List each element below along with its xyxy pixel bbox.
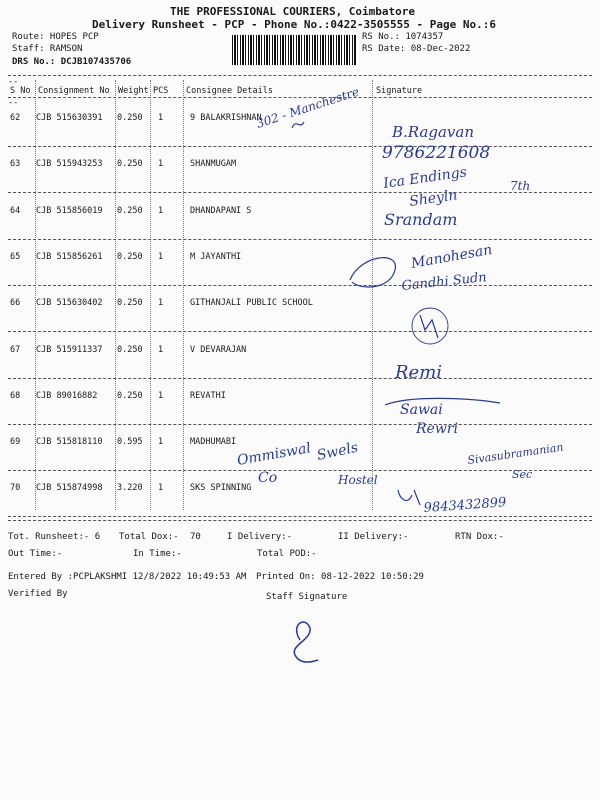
hw-sign-69d: Hostel <box>338 473 378 487</box>
row-weight: 0.250 <box>117 390 143 401</box>
row-pcs: 1 <box>158 390 164 401</box>
out-time: Out Time:- <box>8 549 63 559</box>
row-consignment: CJB 515630402 <box>36 298 103 309</box>
hw-text-5: Sheyln <box>408 187 459 210</box>
hw-address: 302 - Manchestre <box>254 84 361 131</box>
row-pcs: 1 <box>158 437 164 448</box>
total-dox-label: Total Dox:- <box>119 532 179 542</box>
row-sno: 66 <box>10 298 21 309</box>
printed-on: Printed On: 08-12-2022 10:50:29 <box>256 572 424 582</box>
row-pcs: 1 <box>158 344 164 355</box>
hw-sign-69f: Sec <box>512 468 533 481</box>
row-sno: 64 <box>10 205 21 216</box>
row-consignment: CJB 515818110 <box>36 437 103 448</box>
hw-text-6: 7th <box>510 179 531 193</box>
total-dox-value: 70 <box>190 532 201 542</box>
row-pcs: 1 <box>158 251 164 262</box>
entered-by: Entered By :PCPLAKSHMI 12/8/2022 10:49:53 AM <box>8 572 247 582</box>
row-consignee: M JAYANTHI <box>190 251 242 262</box>
row-weight: 0.250 <box>117 298 143 309</box>
verified-by: Verified By <box>8 589 68 599</box>
col-sno: S No <box>10 86 31 96</box>
row-weight: 3.220 <box>117 483 143 494</box>
row-sno: 65 <box>10 251 21 262</box>
row-consignment: CJB 515856019 <box>36 205 103 216</box>
col-signature: Signature <box>376 86 423 96</box>
rs-date: RS Date: 08-Dec-2022 <box>362 44 471 54</box>
row-weight: 0.595 <box>117 437 143 448</box>
row-consignee: 9 BALAKRISHNAN <box>190 113 262 123</box>
row-consignee: SKS SPINNING <box>190 483 252 494</box>
ii-delivery: II Delivery:- <box>338 532 409 542</box>
row-consignment: CJB 515630391 <box>36 113 103 123</box>
col-weight: Weight <box>118 86 149 96</box>
row-pcs: 1 <box>158 483 164 494</box>
row-consignment: CJB 89016882 <box>36 390 98 401</box>
col-pcs: PCS <box>153 86 169 96</box>
row-weight: 0.250 <box>117 251 143 262</box>
row-sno: 67 <box>10 344 21 355</box>
row-pcs: 1 <box>158 205 164 216</box>
hw-phone-70: 9843432899 <box>423 495 507 516</box>
company-title: THE PROFESSIONAL COURIERS, Coimbatore <box>170 5 416 18</box>
row-weight: 0.250 <box>117 113 143 123</box>
hw-sign-67: Remi <box>395 362 443 383</box>
row-consignment: CJB 515943253 <box>36 159 103 170</box>
row-consignment: CJB 515911337 <box>36 344 103 355</box>
runsheet-subtitle: Delivery Runsheet - PCP - Phone No.:0422-3505555 - Page No.:6 <box>92 18 496 31</box>
row-consignee: SHANMUGAM <box>190 159 237 170</box>
row-sno: 70 <box>10 483 21 494</box>
hw-sign-65b: Gandhi Sudn <box>400 270 488 294</box>
hw-sign-69b: Co <box>258 470 278 486</box>
row-sno: 62 <box>10 113 21 123</box>
row-consignee: DHANDAPANI S <box>190 205 252 216</box>
hw-sign-65a: Manohesan <box>409 241 494 272</box>
rs-number: RS No.: 1074357 <box>362 32 444 42</box>
col-consignment: Consignment No <box>38 86 110 96</box>
row-pcs: 1 <box>158 298 164 309</box>
staff-label: Staff: RAMSON <box>12 44 83 54</box>
i-delivery: I Delivery:- <box>227 532 293 542</box>
in-time: In Time:- <box>133 549 182 559</box>
hw-sign-64: Srandam <box>384 210 458 229</box>
row-weight: 0.250 <box>117 159 143 170</box>
hw-sign-69e: Sivasubramanian <box>466 440 565 467</box>
row-weight: 0.250 <box>117 344 143 355</box>
staff-signature-mark <box>294 622 318 662</box>
hw-name-1: B.Ragavan <box>392 123 474 141</box>
row-sno: 69 <box>10 437 21 448</box>
rtn-dox: RTN Dox:- <box>455 532 504 542</box>
total-pod: Total POD:- <box>257 549 317 559</box>
row-consignee: REVATHI <box>190 390 226 401</box>
row-consignee: MADHUMABI <box>190 437 237 448</box>
row-sno: 63 <box>10 159 21 170</box>
hw-sign-69c: Swels <box>315 439 360 464</box>
row-pcs: 1 <box>158 113 164 123</box>
row-sno: 68 <box>10 390 21 401</box>
staff-signature-label: Staff Signature <box>266 592 348 602</box>
row-pcs: 1 <box>158 159 164 170</box>
col-consignee: Consignee Details <box>186 86 273 96</box>
hw-sign-68b: Rewri <box>416 421 458 437</box>
hw-sign-68a: Sawai <box>400 402 443 418</box>
row-consignment: CJB 515874998 <box>36 483 103 494</box>
row-weight: 0.250 <box>117 205 143 216</box>
drs-label: DRS No.: DCJB107435706 <box>12 57 132 67</box>
route-label: Route: HOPES PCP <box>12 32 99 42</box>
tot-runsheet: Tot. Runsheet:- 6 <box>8 532 101 542</box>
hw-phone-1: 9786221608 <box>382 143 491 163</box>
row-consignment: CJB 515856261 <box>36 251 103 262</box>
hw-sign-69a: Ommiswal <box>235 440 313 469</box>
row-consignee: GITHANJALI PUBLIC SCHOOL <box>190 298 313 309</box>
hw-text-4: Ica Endings <box>382 164 468 192</box>
row-consignee: V DEVARAJAN <box>190 344 247 355</box>
